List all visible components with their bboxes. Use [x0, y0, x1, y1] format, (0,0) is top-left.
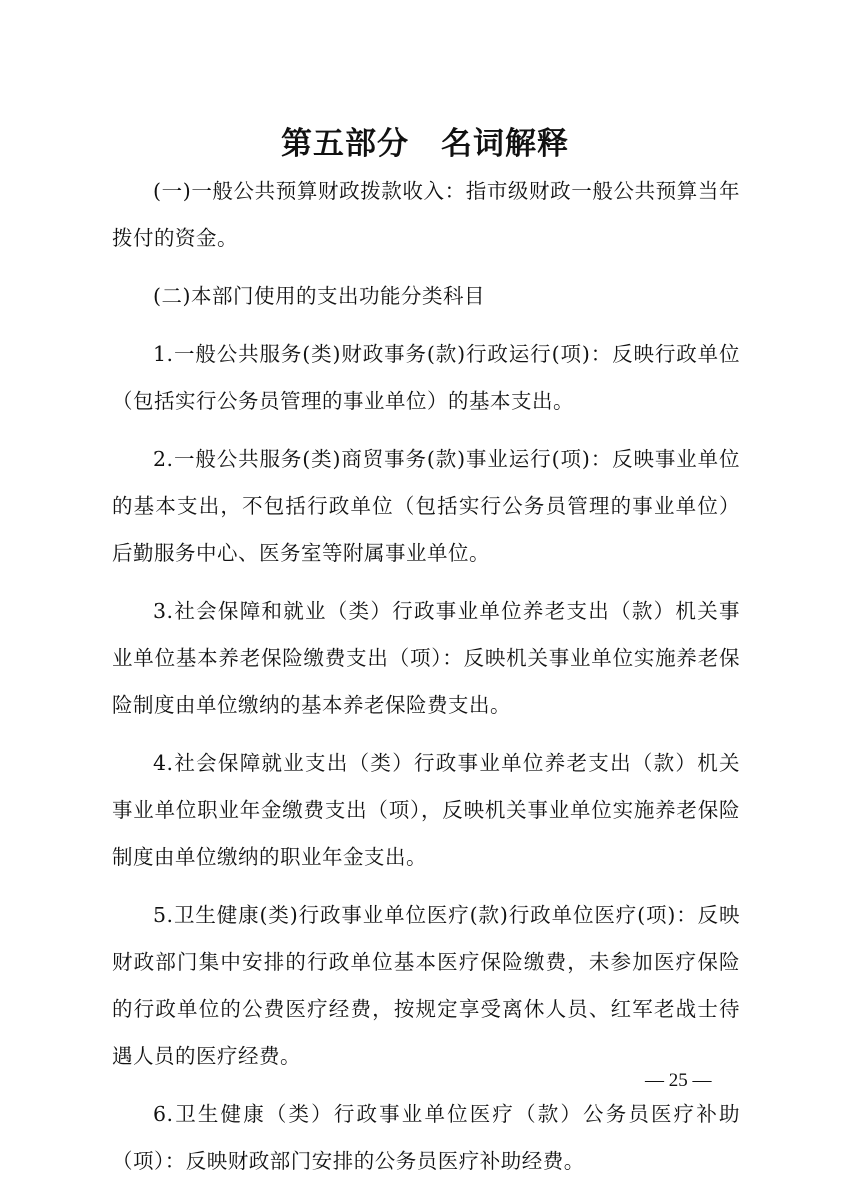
paragraph-item-6: 6.卫生健康（类）行政事业单位医疗（款）公务员医疗补助（项）：反映财政部门安排的公务员医疗补助经费。 — [112, 1102, 740, 1173]
paragraph-functional-classification: (二)本部门使用的支出功能分类科目 — [153, 284, 485, 308]
paragraph-item-3: 3.社会保障和就业（类）行政事业单位养老支出（款）机关事业单位基本养老保险缴费支出（项）：反映机关事业单位实施养老保险制度由单位缴纳的基本养老保险费支出。 — [112, 599, 740, 717]
paragraph-item-5: 5.卫生健康(类)行政事业单位医疗(款)行政单位医疗(项)：反映财政部门集中安排的行政单位基本医疗保险缴费，未参加医疗保险的行政单位的公费医疗经费，按规定享受离休人员、红军老战士待遇人员的医疗经费。 — [112, 903, 740, 1068]
paragraph-item-4: 4.社会保障就业支出（类）行政事业单位养老支出（款）机关事业单位职业年金缴费支出（项），反映机关事业单位实施养老保险制度由单位缴纳的职业年金支出。 — [112, 751, 740, 869]
paragraph-general-budget-revenue: (一)一般公共预算财政拨款收入：指市级财政一般公共预算当年拨付的资金。 — [112, 179, 740, 250]
section-title: 第五部分 名词解释 — [281, 126, 569, 162]
paragraph-item-1: 1.一般公共服务(类)财政事务(款)行政运行(项)：反映行政单位（包括实行公务员管理的事业单位）的基本支出。 — [112, 342, 740, 413]
page-number: — 25 — — [645, 1070, 712, 1091]
paragraph-item-2: 2.一般公共服务(类)商贸事务(款)事业运行(项)：反映事业单位的基本支出，不包括行政单位（包括实行公务员管理的事业单位）后勤服务中心、医务室等附属事业单位。 — [112, 447, 740, 565]
body-text — [112, 168, 740, 1185]
